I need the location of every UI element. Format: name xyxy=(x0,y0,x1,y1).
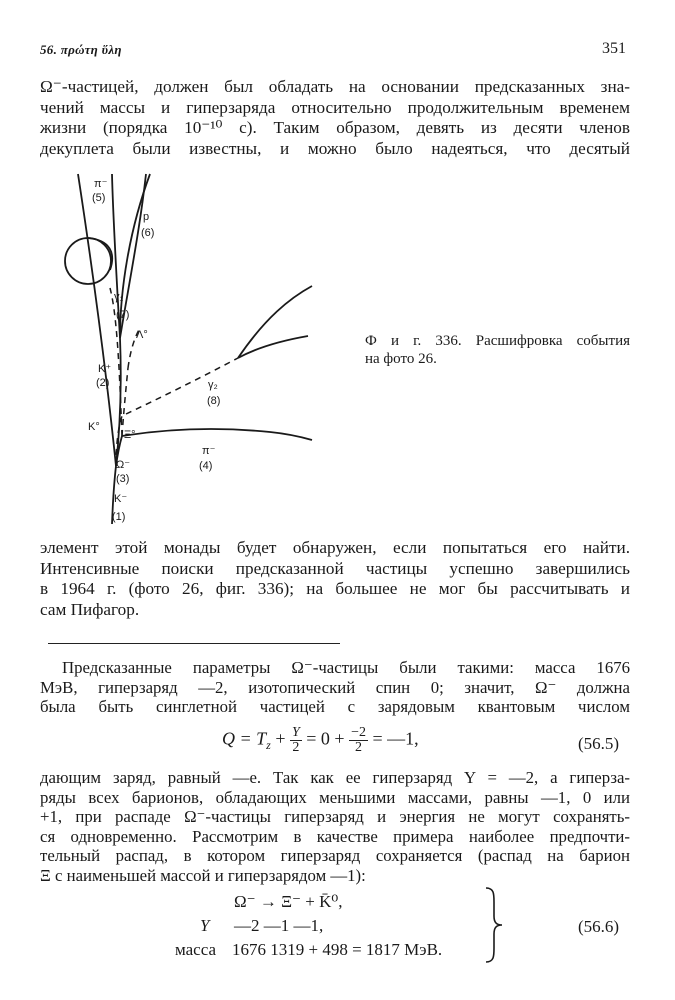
label-pi-minus-5: π⁻ xyxy=(94,178,108,190)
eq-lhs: Q = T xyxy=(222,728,267,749)
right-brace-icon xyxy=(482,886,506,964)
eq-mid: = 0 + xyxy=(301,728,350,749)
track-pi-minus-4 xyxy=(122,429,312,440)
label-pi-minus-5-num: (5) xyxy=(92,192,106,204)
eq-sub: z xyxy=(266,738,271,753)
text-line: МэВ, гиперзаряд —2, изотопический спин 0; значит, Ω⁻ должна xyxy=(40,677,630,697)
running-header: 56. πρώτη ὕλη xyxy=(40,42,122,57)
caption-line: на фото 26. xyxy=(365,351,437,367)
text-line: ряды всех барионов, обладающих меньшими массами, равны —1, 0 или xyxy=(40,787,630,807)
text-line: Предсказанные параметры Ω⁻-частицы были такими: масса 1676 xyxy=(62,658,630,677)
label-pi-minus-4: π⁻ xyxy=(202,445,216,457)
label-k-zero: K° xyxy=(88,421,100,433)
figure-caption xyxy=(365,332,630,368)
equation-number-56-6: (56.6) xyxy=(578,917,620,936)
footnote-part-a xyxy=(40,658,630,717)
decay-line-1: Ω⁻ → Ξ⁻ + K̄⁰, xyxy=(234,892,343,911)
paragraph-1 xyxy=(40,77,630,159)
eq-frac-1 xyxy=(290,726,302,755)
text-line: в 1964 г. (фото 26, фиг. 336); на большее не мог бы рассчитывать и xyxy=(40,579,630,598)
page-number: 351 xyxy=(602,40,626,57)
text-line: Интенсивные поиски предсказанной частицы успешно завершились xyxy=(40,558,630,578)
track-electron-pair xyxy=(238,286,312,358)
label-pi-minus-4-num: (4) xyxy=(199,460,213,472)
text-line: дающим заряд, равный —e. Так как ее гиперзаряд Y = —2, а гиперза- xyxy=(40,768,630,787)
text-line: +1, при распаде Ω⁻-частицы гиперзаряд и энергия не могут сохранять- xyxy=(40,807,630,826)
text-line: ся одновременно. Рассмотрим в качестве примера наиболее предпочти- xyxy=(40,826,630,846)
label-omega-minus: Ω⁻ xyxy=(116,459,131,471)
text-line: была быть синглетной частицей с зарядовым квантовым числом xyxy=(40,697,630,716)
label-omega-minus-num: (3) xyxy=(116,473,130,485)
eq-plus: + xyxy=(270,728,290,749)
footnote-rule xyxy=(48,643,340,644)
decay-y-values: —2 —1 —1, xyxy=(234,916,324,935)
eq-rhs: = —1, xyxy=(368,728,419,749)
label-k-plus: K⁺ xyxy=(98,363,112,375)
footnote-part-b xyxy=(40,768,630,885)
label-xi-zero: Ξ° xyxy=(124,429,136,441)
caption-line: Ф и г. 336. Расшифровка события xyxy=(365,333,630,349)
label-proton: p xyxy=(143,211,150,223)
label-gamma2: γ₂ xyxy=(208,379,218,391)
eq-frac-2-den: 2 xyxy=(355,740,363,755)
equation-56-5 xyxy=(222,726,419,755)
eq-frac-1-num: Y xyxy=(291,725,300,740)
label-k-minus: K⁻ xyxy=(114,493,128,505)
label-k-plus-num: (2) xyxy=(96,377,110,389)
text-line: тельный распад, в котором гиперзаряд сохраняется (распад на барион xyxy=(40,846,630,865)
track-diagram xyxy=(50,168,350,533)
decay-y-label xyxy=(200,916,209,936)
decay-mass-values: 1676 1319 + 498 = 1817 МэВ. xyxy=(232,940,443,959)
label-gamma1-num: (7) xyxy=(116,309,130,321)
label-gamma2-num: (8) xyxy=(207,395,221,407)
text-line: элемент этой монады будет обнаружен, если попытаться его найти. xyxy=(40,538,630,557)
label-lambda-zero: Λ° xyxy=(136,329,148,341)
text-line: Ξ с наименьшей массой и гиперзарядом —1): xyxy=(40,865,366,885)
decay-y-symbol: Y xyxy=(200,916,210,935)
text-line: жизни (порядка 10⁻¹⁰ с). Таким образом, девять из десяти членов xyxy=(40,118,630,137)
eq-frac-2 xyxy=(349,726,368,755)
track-xi-zero-dashed xyxy=(122,368,128,436)
text-line: Ω⁻-частицей, должен был обладать на основании предсказанных зна- xyxy=(40,77,630,96)
eq-frac-2-num: −2 xyxy=(351,725,366,740)
text-line: сам Пифагор. xyxy=(40,599,140,619)
label-proton-num: (6) xyxy=(141,227,155,239)
decay-mass-label: масса xyxy=(175,940,217,959)
eq-frac-1-den: 2 xyxy=(292,740,300,755)
equation-number-56-5: (56.5) xyxy=(578,734,620,753)
paragraph-2 xyxy=(40,538,630,620)
label-k-minus-num: (1) xyxy=(112,511,126,523)
label-gamma1: γ₁ xyxy=(114,291,124,303)
text-line: декуплета были известны, и можно было надеяться, что десятый xyxy=(40,138,630,158)
text-line: чений массы и гиперзаряда относительно продолжительным временем xyxy=(40,97,630,117)
track-gamma2-dashed xyxy=(126,358,238,414)
